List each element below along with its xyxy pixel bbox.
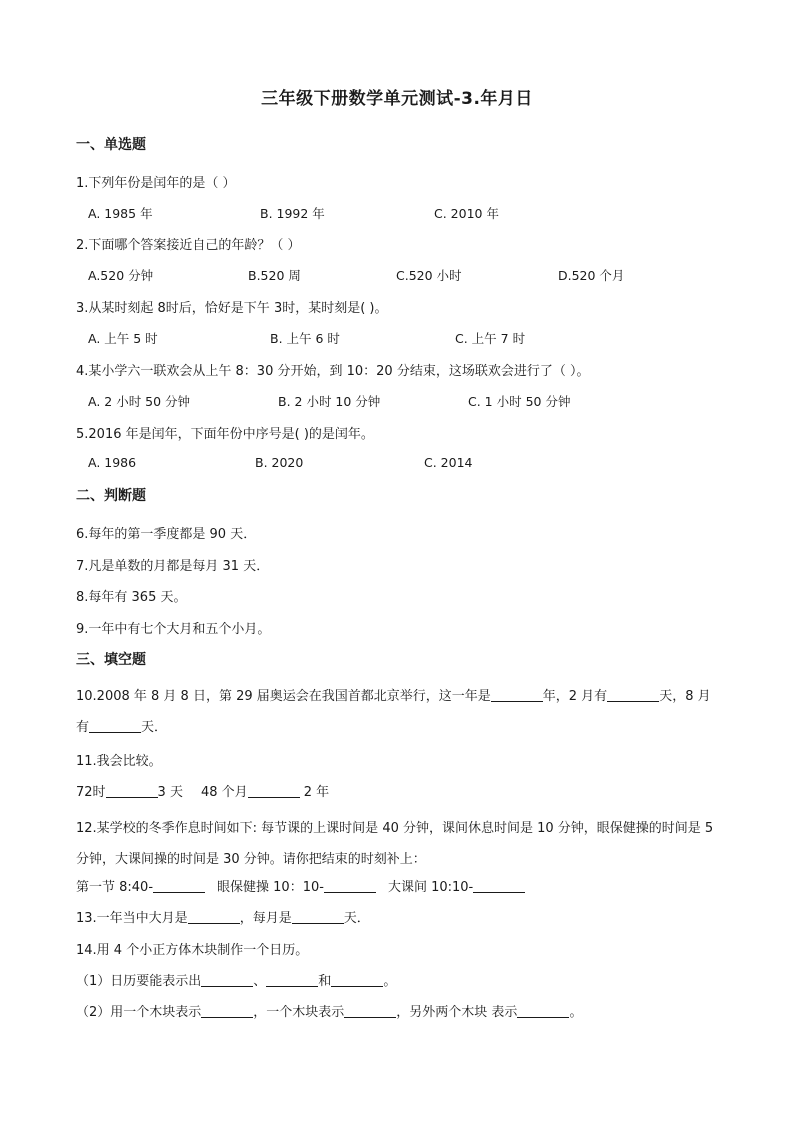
schedule-eye-exercise: 眼保健操 10：10- [217, 880, 324, 895]
question-13-part-1: 13.一年当中大月是 [76, 911, 188, 926]
answer-blank [89, 720, 141, 733]
answer-blank [201, 1005, 253, 1018]
period: 。 [569, 1005, 583, 1020]
answer-blank [266, 974, 318, 987]
sub-question-2-middle: ，一个木块表示 [253, 1005, 345, 1020]
option-c: C.520 小时 [396, 268, 462, 283]
question-14-sub-1 [76, 970, 396, 989]
question-3-options [88, 329, 688, 345]
answer-blank [344, 1005, 396, 1018]
answer-blank [292, 911, 344, 924]
question-11-comparisons [76, 781, 329, 800]
answer-blank [106, 785, 158, 798]
question-10-part-1: 10.2008 年 8 月 8 日，第 29 届奥运会在我国首都北京举行，这一年是 [76, 689, 491, 704]
question-1-options [88, 204, 688, 220]
answer-blank [473, 880, 525, 893]
question-14-sub-2 [76, 1001, 582, 1020]
sub-question-2-end: ，另外两个木块 表示 [396, 1005, 518, 1020]
option-a: A.520 分钟 [88, 268, 154, 283]
schedule-big-break: 大课间 10:10- [387, 880, 474, 895]
question-6: 6.每年的第一季度都是 90 天． [76, 527, 257, 542]
question-14: 14.用 4 个小正方体木块制作一个日历。 [76, 943, 309, 958]
question-13-part-2: ，每月是 [239, 911, 292, 926]
answer-blank [248, 785, 300, 798]
section-heading-single-choice: 一、单选题 [76, 137, 146, 153]
option-b: B.520 周 [248, 268, 301, 283]
option-b: B. 1992 年 [260, 206, 325, 221]
question-10-part-4: 天． [141, 720, 168, 735]
answer-blank [324, 880, 376, 893]
separator: 、 [253, 974, 267, 989]
period: 。 [383, 974, 397, 989]
option-a: A. 1985 年 [88, 206, 153, 221]
option-c: C. 上午 7 时 [455, 331, 526, 346]
answer-blank [491, 689, 543, 702]
question-11: 11.我会比较。 [76, 754, 162, 769]
question-1: 1.下列年份是闰年的是（ ） [76, 176, 236, 191]
answer-blank [607, 689, 659, 702]
question-13-part-3: 天． [343, 911, 370, 926]
compare-right-2: 2 年 [303, 785, 330, 800]
question-12-blanks [76, 876, 525, 895]
option-b: B. 2020 [255, 455, 304, 470]
section-heading-true-false: 二、判断题 [76, 488, 146, 504]
page-title: 三年级下册数学单元测试-3.年月日 [261, 89, 533, 109]
question-12: 12.某学校的冬季作息时间如下: 每节课的上课时间是 40 分钟，课间休息时间是 10 分钟，眼保健操的时间是 5 分钟，大课间操的时间是 30 分钟。请你把结束的时刻补上： [76, 821, 714, 867]
option-a: A. 2 小时 50 分钟 [88, 394, 191, 409]
answer-blank [153, 880, 205, 893]
option-a: A. 1986 [88, 455, 137, 470]
question-10-part-3: 天，8 月有 [76, 689, 711, 735]
answer-blank [517, 1005, 569, 1018]
question-3: 3.从某时刻起 8时后，恰好是下午 3时，某时刻是( )。 [76, 301, 388, 316]
sub-question-1-text: （1）日历要能表示出 [76, 974, 202, 989]
question-10 [76, 681, 721, 743]
question-9: 9.一年中有七个大月和五个小月。 [76, 622, 271, 637]
section-heading-fill-in: 三、填空题 [76, 652, 146, 668]
question-5: 5.2016 年是闰年，下面年份中序号是( )的是闰年。 [76, 427, 374, 442]
question-5-options [88, 455, 688, 471]
conjunction: 和 [318, 974, 332, 989]
compare-left-1: 72时 [76, 785, 106, 800]
option-c: C. 1 小时 50 分钟 [468, 394, 571, 409]
compare-right-1: 3 天 [157, 785, 183, 800]
question-8: 8.每年有 365 天。 [76, 590, 187, 605]
option-b: B. 2 小时 10 分钟 [278, 394, 381, 409]
schedule-first-class: 第一节 8:40- [76, 880, 154, 895]
question-10-part-2: 年，2 月有 [542, 689, 608, 704]
answer-blank [331, 974, 383, 987]
option-d: D.520 个月 [558, 268, 625, 283]
question-4: 4.某小学六一联欢会从上午 8：30 分开始，到 10：20 分结束，这场联欢会进行了（ ）。 [76, 364, 590, 379]
question-2: 2.下面哪个答案接近自己的年龄？（ ） [76, 238, 301, 253]
answer-blank [201, 974, 253, 987]
question-7: 7.凡是单数的月都是每月 31 天． [76, 559, 270, 574]
answer-blank [188, 911, 240, 924]
question-2-options [88, 266, 688, 282]
question-13 [76, 907, 370, 926]
option-c: C. 2014 [424, 455, 473, 470]
option-b: B. 上午 6 时 [270, 331, 340, 346]
option-c: C. 2010 年 [434, 206, 499, 221]
option-a: A. 上午 5 时 [88, 331, 158, 346]
question-4-options [88, 392, 688, 408]
compare-left-2: 48 个月 [200, 785, 248, 800]
sub-question-2-text: （2）用一个木块表示 [76, 1005, 202, 1020]
